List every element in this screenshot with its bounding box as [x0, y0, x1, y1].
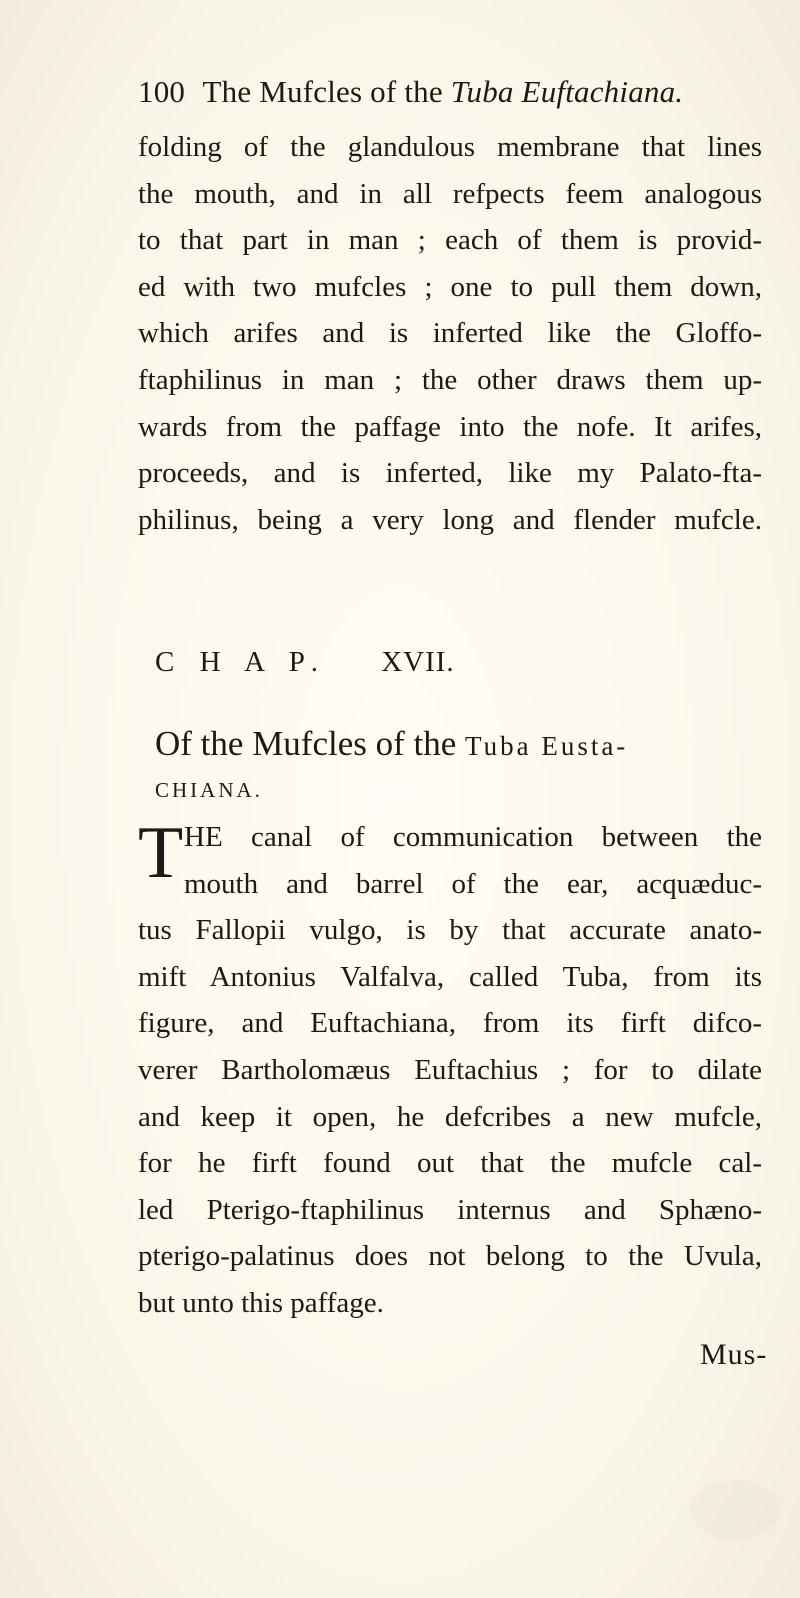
chapter-title-continuation: CHIANA. [155, 778, 263, 802]
chapter-label: C H A P. [155, 646, 327, 678]
text-line: figure, and Euftachiana, from its firft difco- [138, 1007, 762, 1040]
text-line: but unto this paffage. [138, 1286, 384, 1319]
text-line: which arifes and is inferted like the Gloffo- [138, 317, 762, 350]
text-line: ed with two mufcles ; one to pull them down, [138, 270, 762, 303]
paragraph-2 [138, 814, 762, 1327]
text-line: philinus, being a very long and flender mufcle. [138, 503, 762, 536]
text-line: mift Antonius Valfalva, called Tuba, from its [138, 960, 762, 993]
text-line: led Pterigo-ftaphilinus internus and Sphæno- [138, 1193, 762, 1226]
paragraph-1 [138, 124, 762, 543]
text-line: pterigo-palatinus does not belong to the Uvula, [138, 1240, 762, 1273]
text-line: proceeds, and is inferted, like my Palato-fta- [138, 457, 762, 490]
running-title: The Mufcles of the [202, 74, 443, 109]
catchword: Mus- [700, 1338, 768, 1371]
chapter-title-smallcaps: Tuba Eusta- [465, 731, 629, 761]
running-header [138, 72, 778, 112]
chapter-number: XVII. [381, 646, 455, 678]
text-line: wards from the paffage into the nofe. It arifes, [138, 410, 762, 443]
drop-cap: T [138, 812, 184, 894]
text-line: tus Fallopii vulgo, is by that accurate anato- [138, 914, 762, 947]
text-line: HE canal of communication between the [184, 821, 762, 853]
text-line: the mouth, and in all refpects feem analogous [138, 177, 762, 210]
chapter-heading [155, 646, 455, 679]
text-line: for he firft found out that the mufcle cal- [138, 1147, 762, 1180]
chapter-title-prefix: Of the Mufcles of the [155, 724, 457, 763]
text-line: folding of the glandulous membrane that lines [138, 131, 762, 163]
paper-stain [690, 1480, 780, 1540]
text-line: to that part in man ; each of them is provid- [138, 224, 762, 257]
text-line: mouth and barrel of the ear, acquæduc- [184, 867, 762, 900]
page-number: 100 [138, 74, 186, 109]
text-line: and keep it open, he defcribes a new mufcle, [138, 1100, 762, 1133]
text-line: verer Bartholomæus Euftachius ; for to dilate [138, 1053, 762, 1086]
running-title-italic: Tuba Euftachiana. [450, 74, 684, 109]
text-line: ftaphilinus in man ; the other draws them up- [138, 363, 762, 396]
chapter-title [155, 724, 628, 764]
